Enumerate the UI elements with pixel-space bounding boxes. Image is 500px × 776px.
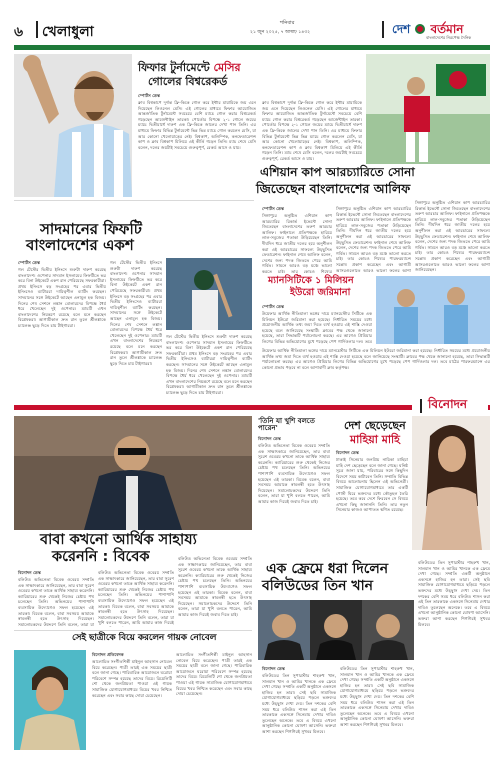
khans-headline-2: বলিউডের তিন খান bbox=[262, 578, 373, 594]
sadman-photo bbox=[166, 258, 252, 330]
brand-emblem-icon bbox=[415, 24, 425, 34]
alif-headline-2: জিতেছেন বাংলাদেশের আলিফ bbox=[256, 181, 411, 196]
alif-body-col2: সিঙ্গাপুরে অনুষ্ঠিত এশিয়ান কাপ আরচ্যারির রিকার্ভ ইভেন্টে সোনা জিতেছেন বাংলাদেশের তরুণ আরচার আলিফ। ফাইনালে প্রতিপক্ষকে হারিয়ে লাল-সবুজের পতাকা উড়িয়েছেন তিনি। দীর্ঘদিন ধরে জাতীয় দলের হয়ে অনুশীলন করা এই আরচারের সাফল্যে উচ্ছ্বসিত ফেডারেশন। ফাইনাল শেষে আলিফ বলেন, দেশের জন্য পদক জিততে পেরে আমি গর্বিত। সামনে আরও বড় মঞ্চে ভালো করতে চাই। তার কোচও শিষ্যের পারফরম্যান্সে সন্তোষ প্রকাশ করেছেন এবং আগামী আসরগুলোতে আরও ভালো ফলের আশা bbox=[336, 206, 411, 273]
nobel-photo bbox=[14, 650, 86, 750]
vivek-byline-2: বিনোদন ডেস্ক bbox=[18, 570, 41, 575]
vivek-headline-1: বাবা কখনো আর্থিক সাহায্য bbox=[40, 532, 197, 548]
khans-figure-icon bbox=[258, 600, 414, 660]
messi-body: ক্লাব বিশ্বকাপে দুর্দান্ত ফ্রি-কিকে গোল করে ইন্টার মায়ামিকে জয় এনে দিয়েছেন লিওনেল মেসি। এই গোলের মাধ্যমে ফিফার আয়োজিত আন্তর্জাতিক টুর্নামেন্টে সবচেয়ে বেশি ম্যাচে গোল করার বিশ্বরেকর্ড গড়েছেন আর্জেন্টাইন তারকা। পোর্তোর বিপক্ষে ২-১ গোলে জয়ের ম্যাচে দ্বিতীয়ার্ধে দারুণ এক ফ্রি-কিকে জালের দেখা পান তিনি। এর মাধ্যমে ফিফার বিভিন্ন টুর্নামেন্টে ভিন্ন ভিন্ন ম্যাচে গোল করলেন মেসি, যা আর কোনো খেলোয়াড়ের নেই। বিশ্বকাপ, অলিম্পিক, কনফেডারেশন্স কাপ ও ক্লাব বিশ্বকাপ মিলিয়ে এই কীর্তি গড়েন তিনি। ম্যাচ শেষে মেসি বলেন, দলের জয়টাই সবচেয়ে গুরুত্বপূর্ণ, রেকর্ড আসে ও যায়। bbox=[138, 100, 256, 150]
vivek-body: বলিউড অভিনেতা বিবেক ওবেরয় সম্প্রতি এক সাক্ষাৎকারে জানিয়েছেন, তার বাবা সুরেশ ওবেরয় কখনো তাকে আর্থিক সাহায্য করেননি। ক্যারিয়ারের শুরু থেকেই নিজের চেষ্টায় পথ চলেছেন তিনি। অভিনয়ের পাশাপাশি ব্যবসায়িক উদ্যোগেও সফল হয়েছেন এই তারকা। বিবেক বলেন, বাবা সবসময় আমাকে স্বাবলম্বী হতে উৎসাহ দিয়েছেন। সমালোচকদের উদ্দেশে তিনি বলেন, তারা যা খুশি বলতে পারেন, আমি আমার কাজ দিয়েই জবাব দিতে চাই। bbox=[258, 443, 330, 504]
issue-day: শনিবার bbox=[280, 20, 295, 26]
sadman-body-col2: গল টেস্টের দ্বিতীয় ইনিংসে শুরুটা দারুণ করেছে বাংলাদেশ। ওপেনার সাদমান ইসলামের ফিফটিতে ভর করে বিনা উইকেটে একশ রান পেরিয়েছে সফরকারীরা। প্রথম ইনিংসে বড় সংগ্রহের পর এবার দ্বিতীয় ইনিংসেও ব্যাটাররা দায়িত্বশীল ব্যাটিং করছেন। সাদমানের সঙ্গে উইকেটে আছেন এনামুল হক বিজয়। দিনের শেষ সেশনে লঙ্কান বোলারদের বিপক্ষে ধৈর্য ধরে খেলেছেন দুই ওপেনার। ম্যাচটি এখন বাংলাদেশের নিয়ন্ত্রণে রয়েছে বলে মনে করছেন বিশ্লেষকরা। আগামীকাল দ্রুত রান তুলে শ্রীলঙ্কাকে চ্যালেঞ্জ ছুড়ে দিতে চায় টাইগাররা। bbox=[110, 260, 162, 366]
nobel-byline: বিনোদন প্রতিবেদক bbox=[92, 652, 124, 657]
page-number: ৬ bbox=[14, 24, 24, 40]
mancity-headline-1: ম্যানসিটিকে ১ মিলিয়ন bbox=[268, 275, 354, 286]
messi-headline-part-a: ফিফার টুর্নামেন্টে bbox=[138, 61, 214, 74]
nobel-body-col2: আলোচিত সংগীতশিল্পী মাইনুল আহসান নোবেল বিয়ে করেছেন। পাত্রী তারই এক সময়ের ছাত্রী বলে জানা গেছে। পারিবারিক আয়োজনে ঘরোয়া পরিবেশে সম্পন্ন হয়েছে তাদের বিয়ে। রিয়েলিটি শো থেকে জনপ্রিয়তা পাওয়া এই গায়ক সামাজিক যোগাযোগমাধ্যমে বিয়ের খবর নিশ্চিত করেছেন এবং সবার কাছে দোয়া চেয়েছেন। bbox=[176, 652, 252, 697]
brand-part-b: বর্তমান bbox=[430, 22, 464, 36]
nobel-body: আলোচিত সংগীতশিল্পী মাইনুল আহসান নোবেল বিয়ে করেছেন। পাত্রী তারই এক সময়ের ছাত্রী বলে জানা গেছে। পারিবারিক আয়োজনে ঘরোয়া পরিবেশে সম্পন্ন হয়েছে তাদের বিয়ে। রিয়েলিটি শো থেকে জনপ্রিয়তা পাওয়া এই গায়ক সামাজিক যোগাযোগমাধ্যমে বিয়ের খবর নিশ্চিত করেছেন এবং সবার কাছে দোয়া চেয়েছেন। bbox=[92, 659, 172, 698]
nobel-figure-icon bbox=[14, 650, 86, 750]
section-title: খেলাধুলা bbox=[42, 24, 94, 40]
mancity-photo bbox=[376, 276, 490, 344]
messi-photo bbox=[14, 54, 132, 197]
messi-body-col2: ক্লাব বিশ্বকাপে দুর্দান্ত ফ্রি-কিকে গোল করে ইন্টার মায়ামিকে জয় এনে দিয়েছেন লিওনেল মেসি। এই গোলের মাধ্যমে ফিফার আয়োজিত আন্তর্জাতিক টুর্নামেন্টে সবচেয়ে বেশি ম্যাচে গোল করার বিশ্বরেকর্ড গড়েছেন আর্জেন্টাইন তারকা। পোর্তোর বিপক্ষে ২-১ গোলে জয়ের ম্যাচে দ্বিতীয়ার্ধে দারুণ এক ফ্রি-কিকে জালের দেখা পান তিনি। এর মাধ্যমে ফিফার বিভিন্ন টুর্নামেন্টে ভিন্ন ভিন্ন ম্যাচে গোল করলেন মেসি, যা আর কোনো খেলোয়াড়ের নেই। বিশ্বকাপ, অলিম্পিক, কনফেডারেশন্স কাপ ও ক্লাব বিশ্বকাপ মিলিয়ে এই কীর্তি গড়েন তিনি। ম্যাচ শেষে মেসি বলেন, দলের জয়টাই সবচেয়ে গুরুত্বপূর্ণ, রেকর্ড আসে ও যায়। bbox=[262, 100, 362, 161]
nobel-headline: সেই ছাত্রীকে বিয়ে করলেন গায়ক নোবেল bbox=[72, 633, 217, 643]
cricketer-figure-icon bbox=[166, 258, 252, 330]
players-figure-icon bbox=[376, 276, 490, 344]
mahiya-headline-2: মাহিয়া মাহি bbox=[350, 433, 400, 446]
sadman-headline-1: সাদমানের ফিফটি bbox=[40, 220, 142, 238]
sadman-headline-2: বাংলাদেশের একশ bbox=[26, 236, 134, 254]
alif-figure-icon bbox=[366, 54, 490, 164]
divider bbox=[14, 200, 254, 201]
vivek-body-b: বলিউড অভিনেতা বিবেক ওবেরয় সম্প্রতি এক সাক্ষাৎকারে জানিয়েছেন, তার বাবা সুরেশ ওবেরয় কখনো তাকে আর্থিক সাহায্য করেননি। ক্যারিয়ারের শুরু থেকেই নিজের চেষ্টায় পথ চলেছেন তিনি। অভিনয়ের পাশাপাশি ব্যবসায়িক উদ্যোগেও সফল হয়েছেন এই তারকা। বিবেক বলেন, বাবা সবসময় আমাকে স্বাবলম্বী হতে উৎসাহ দিয়েছেন। সমালোচকদের উদ্দেশে তিনি বলেন, তারা যা খুশি বলতে পারেন, আমি আমার কাজ দিয়েই bbox=[98, 570, 174, 626]
mahiya-body: ঢাকাই সিনেমার জনপ্রিয় নায়িকা মাহিয়া মাহি দেশ ছেড়েছেন বলে জানা গেছে। ঘনিষ্ঠ সূত্রে জানা যায়, পরিবারের সঙ্গে কিছুদিন বিদেশে সময় কাটাবেন তিনি। সম্প্রতি বিভিন্ন বিষয়ে আলোচনায় ছিলেন এই অভিনেত্রী। সামাজিক যোগাযোগমাধ্যমে তার একটি পোস্ট ঘিরে ভক্তদের মধ্যে কৌতূহল তৈরি হয়েছে। তবে কবে দেশে ফিরবেন সে বিষয়ে এখনো কিছু জানাননি তিনি। তার নতুন সিনেমার কাজও আপাতত স্থগিত রয়েছে। bbox=[336, 457, 408, 513]
messi-headline-part-b: মেসির bbox=[213, 61, 241, 74]
mancity-byline: স্পোর্টস ডেস্ক bbox=[262, 304, 285, 309]
mahiya-byline: বিনোদন ডেস্ক bbox=[336, 450, 359, 455]
header-bar bbox=[14, 45, 490, 50]
sadman-body-col3: গল টেস্টের দ্বিতীয় ইনিংসে শুরুটা দারুণ করেছে বাংলাদেশ। ওপেনার সাদমান ইসলামের ফিফটিতে ভর করে বিনা উইকেটে একশ রান পেরিয়েছে সফরকারীরা। প্রথম ইনিংসে বড় সংগ্রহের পর এবার দ্বিতীয় ইনিংসেও ব্যাটাররা দায়িত্বশীল ব্যাটিং করছেন। সাদমানের সঙ্গে উইকেটে আছেন এনামুল হক বিজয়। দিনের শেষ সেশনে লঙ্কান বোলারদের বিপক্ষে ধৈর্য ধরে খেলেছেন দুই ওপেনার। ম্যাচটি এখন বাংলাদেশের নিয়ন্ত্রণে রয়েছে বলে মনে করছেন বিশ্লেষকরা। আগামীকাল দ্রুত রান তুলে শ্রীলঙ্কাকে চ্যালেঞ্জ ছুড়ে দিতে চায় টাইগাররা। bbox=[166, 334, 252, 395]
mancity-body: উয়েফার আর্থিক নীতিমালা ভঙ্গের দায়ে ম্যানচেস্টার সিটিকে এক মিলিয়ন ইউরো জরিমানা করা হয়েছে। নির্ধারিত সময়ের মধ্যে প্রয়োজনীয় আর্থিক তথ্য জমা দিতে ব্যর্থ হওয়ায় এই শাস্তি দেওয়া হয়েছে বলে জানিয়েছে সংস্থাটি। ক্লাবের পক্ষ থেকে জানানো হয়েছে, তারা সিদ্ধান্তটি পর্যালোচনা করছে। এর আগেও প্রিমিয়ার লিগের বিভিন্ন অভিযোগের মুখে পড়েছে পেপ গার্দিওলার দল। তবে bbox=[262, 311, 372, 344]
issue-date: ২১ জুন ২০২৫, ৭ আষাঢ় ১৪৩২ bbox=[250, 30, 311, 35]
alif-byline: স্পোর্টস ডেস্ক bbox=[262, 206, 285, 211]
vivek-headline-2: করেননি : বিবেক bbox=[52, 549, 150, 565]
header-divider-right bbox=[382, 21, 384, 38]
khans-byline: বিনোদন ডেস্ক bbox=[262, 666, 285, 671]
vivek-body-a: বলিউড অভিনেতা বিবেক ওবেরয় সম্প্রতি এক সাক্ষাৎকারে জানিয়েছেন, তার বাবা সুরেশ ওবেরয় কখনো তাকে আর্থিক সাহায্য করেননি। ক্যারিয়ারের শুরু থেকেই নিজের চেষ্টায় পথ চলেছেন তিনি। অভিনয়ের পাশাপাশি ব্যবসায়িক উদ্যোগেও সফল হয়েছেন এই তারকা। বিবেক বলেন, বাবা সবসময় আমাকে স্বাবলম্বী হতে উৎসাহ দিয়েছেন। সমালোচকদের উদ্দেশে তিনি বলেন, তারা যা bbox=[18, 577, 94, 627]
sadman-byline: স্পোর্টস ডেস্ক bbox=[18, 260, 41, 265]
mahiya-figure-icon bbox=[412, 416, 490, 550]
entertainment-section-pipe bbox=[420, 399, 422, 413]
alif-photo bbox=[366, 54, 490, 164]
divider bbox=[14, 630, 252, 631]
messi-figure-icon bbox=[14, 54, 132, 197]
brand-tagline: বাংলাদেশের নিরপেক্ষ দৈনিক bbox=[426, 35, 472, 40]
alif-body: সিঙ্গাপুরে অনুষ্ঠিত এশিয়ান কাপ আরচ্যারির রিকার্ভ ইভেন্টে সোনা জিতেছেন বাংলাদেশের তরুণ আরচার আলিফ। ফাইনালে প্রতিপক্ষকে হারিয়ে লাল-সবুজের পতাকা উড়িয়েছেন তিনি। দীর্ঘদিন ধরে জাতীয় দলের হয়ে অনুশীলন করা এই আরচারের সাফল্যে উচ্ছ্বসিত ফেডারেশন। ফাইনাল শেষে আলিফ বলেন, দেশের জন্য পদক জিততে পেরে আমি গর্বিত। সামনে আরও বড় মঞ্চে ভালো করতে চাই। তার কোচও শিষ্যের bbox=[262, 213, 332, 273]
vivek-byline: বিনোদন ডেস্ক bbox=[258, 436, 281, 441]
vivek-figure-icon bbox=[14, 416, 252, 530]
messi-byline: স্পোর্টস ডেস্ক bbox=[138, 93, 161, 98]
sadman-body: গল টেস্টের দ্বিতীয় ইনিংসে শুরুটা দারুণ করেছে বাংলাদেশ। ওপেনার সাদমান ইসলামের ফিফটিতে ভর করে বিনা উইকেটে একশ রান পেরিয়েছে সফরকারীরা। প্রথম ইনিংসে বড় সংগ্রহের পর এবার দ্বিতীয় ইনিংসেও ব্যাটাররা দায়িত্বশীল ব্যাটিং করছেন। সাদমানের সঙ্গে উইকেটে আছেন এনামুল হক বিজয়। দিনের শেষ সেশনে লঙ্কান বোলারদের বিপক্ষে ধৈর্য ধরে খেলেছেন দুই ওপেনার। ম্যাচটি এখন বাংলাদেশের নিয়ন্ত্রণে রয়েছে বলে মনে করছেন বিশ্লেষকরা। আগামীকাল দ্রুত রান তুলে শ্রীলঙ্কাকে চ্যালেঞ্জ ছুড়ে দিতে চায় টাইগাররা। bbox=[18, 267, 106, 328]
alif-headline-1: এশিয়ান কাপ আরচ্যারিতে সোনা bbox=[260, 165, 415, 179]
mancity-headline-2: ইউরো জরিমানা bbox=[290, 287, 351, 298]
khans-headline-1: এক ফ্রেমে ধরা দিলেন bbox=[266, 561, 389, 577]
vivek-body-c: বলিউড অভিনেতা বিবেক ওবেরয় সম্প্রতি এক সাক্ষাৎকারে জানিয়েছেন, তার বাবা সুরেশ ওবেরয় কখনো তাকে আর্থিক সাহায্য করেননি। ক্যারিয়ারের শুরু থেকেই নিজের চেষ্টায় পথ চলেছেন তিনি। অভিনয়ের পাশাপাশি ব্যবসায়িক উদ্যোগেও সফল হয়েছেন এই তারকা। বিবেক বলেন, বাবা সবসময় আমাকে স্বাবলম্বী হতে উৎসাহ দিয়েছেন। সমালোচকদের উদ্দেশে তিনি বলেন, তারা যা খুশি বলতে পারেন, আমি আমার কাজ দিয়েই জবাব দিতে চাই। bbox=[178, 556, 252, 617]
messi-headline-2: গোলের বিশ্বরেকর্ড bbox=[148, 75, 228, 88]
khans-body-col3: বলিউডের তিন সুপারস্টার শাহরুখ খান, সালমান খান ও আমির খানকে এক ফ্রেমে দেখা গেছে। সম্প্রতি একটি অনুষ্ঠানে একসঙ্গে হাজির হন তারা। সেই ছবি সামাজিক যোগাযোগমাধ্যমে ছড়িয়ে পড়লে ভক্তদের মধ্যে উচ্ছ্বাস দেখা দেয়। তিন দশকের বেশি সময় ধরে বলিউড শাসন করা এই তিন তারকাকে একসঙ্গে সিনেমায় দেখার দাবিও তুলেছেন অনেকে। তবে এ বিষয়ে এখনো আনুষ্ঠানিক কোনো ঘোষণা আসেনি। ভক্তরা আশা করছেন শিগগিরই সুখবর মিলবে। bbox=[418, 560, 490, 627]
khans-body-col2: বলিউডের তিন সুপারস্টার শাহরুখ খান, সালমান খান ও আমির খানকে এক ফ্রেমে দেখা গেছে। সম্প্রতি একটি অনুষ্ঠানে একসঙ্গে হাজির হন তারা। সেই ছবি সামাজিক যোগাযোগমাধ্যমে ছড়িয়ে পড়লে ভক্তদের মধ্যে উচ্ছ্বাস দেখা দেয়। তিন দশকের বেশি সময় ধরে বলিউড শাসন করা এই তিন তারকাকে একসঙ্গে সিনেমায় দেখার দাবিও তুলেছেন অনেকে। তবে এ বিষয়ে এখনো আনুষ্ঠানিক কোনো ঘোষণা আসেনি। ভক্তরা আশা করছেন শিগগিরই সুখবর মিলবে। bbox=[340, 666, 414, 727]
mahiya-headline-1: দেশ ছেড়েছেন bbox=[344, 419, 406, 432]
brand-part-a: দেশ bbox=[392, 22, 411, 36]
vivek-quote: 'তিনি যা খুশি বলতে পারেন' bbox=[258, 417, 315, 433]
messi-headline-1 bbox=[138, 62, 353, 74]
khans-body: বলিউডের তিন সুপারস্টার শাহরুখ খান, সালমান খান ও আমির খানকে এক ফ্রেমে দেখা গেছে। সম্প্রতি একটি অনুষ্ঠানে একসঙ্গে হাজির হন তারা। সেই ছবি সামাজিক যোগাযোগমাধ্যমে ছড়িয়ে পড়লে ভক্তদের মধ্যে উচ্ছ্বাস দেখা দেয়। তিন দশকের বেশি সময় ধরে বলিউড শাসন করা এই তিন তারকাকে একসঙ্গে সিনেমায় দেখার দাবিও তুলেছেন অনেকে। তবে এ বিষয়ে এখনো আনুষ্ঠানিক কোনো ঘোষণা আসেনি। ভক্তরা আশা করছেন শিগগিরই সুখবর মিলবে। bbox=[262, 673, 336, 734]
header-divider bbox=[36, 21, 38, 38]
vivek-photo bbox=[14, 416, 252, 530]
mancity-body-bottom: উয়েফার আর্থিক নীতিমালা ভঙ্গের দায়ে ম্যানচেস্টার সিটিকে এক মিলিয়ন ইউরো জরিমানা করা হয়েছে। নির্ধারিত সময়ের মধ্যে প্রয়োজনীয় আর্থিক তথ্য জমা দিতে ব্যর্থ হওয়ায় এই শাস্তি দেওয়া হয়েছে বলে জানিয়েছে সংস্থাটি। ক্লাবের পক্ষ থেকে জানানো হয়েছে, তারা সিদ্ধান্তটি পর্যালোচনা করছে। এর আগেও প্রিমিয়ার লিগের বিভিন্ন অভিযোগের মুখে পড়েছে পেপ গার্দিওলার দল। তবে মাঠের পারফরম্যান্সে এর কোনো প্রভাব পড়বে না বলে আশাবাদী ক্লাব কর্তৃপক্ষ। bbox=[262, 348, 490, 370]
alif-body-col3: সিঙ্গাপুরে অনুষ্ঠিত এশিয়ান কাপ আরচ্যারির রিকার্ভ ইভেন্টে সোনা জিতেছেন বাংলাদেশের তরুণ আরচার আলিফ। ফাইনালে প্রতিপক্ষকে হারিয়ে লাল-সবুজের পতাকা উড়িয়েছেন তিনি। দীর্ঘদিন ধরে জাতীয় দলের হয়ে অনুশীলন করা এই আরচারের সাফল্যে উচ্ছ্বসিত ফেডারেশন। ফাইনাল শেষে আলিফ বলেন, দেশের জন্য পদক জিততে পেরে আমি গর্বিত। সামনে আরও বড় মঞ্চে ভালো করতে চাই। তার কোচও শিষ্যের পারফরম্যান্সে সন্তোষ প্রকাশ করেছেন এবং আগামী আসরগুলোতে আরও ভালো ফলের আশা জানিয়েছেন। bbox=[415, 200, 490, 273]
entertainment-section-title: বিনোদন bbox=[428, 397, 468, 411]
khans-photo bbox=[258, 600, 414, 660]
page-header bbox=[14, 18, 490, 44]
mahiya-photo bbox=[412, 416, 490, 550]
